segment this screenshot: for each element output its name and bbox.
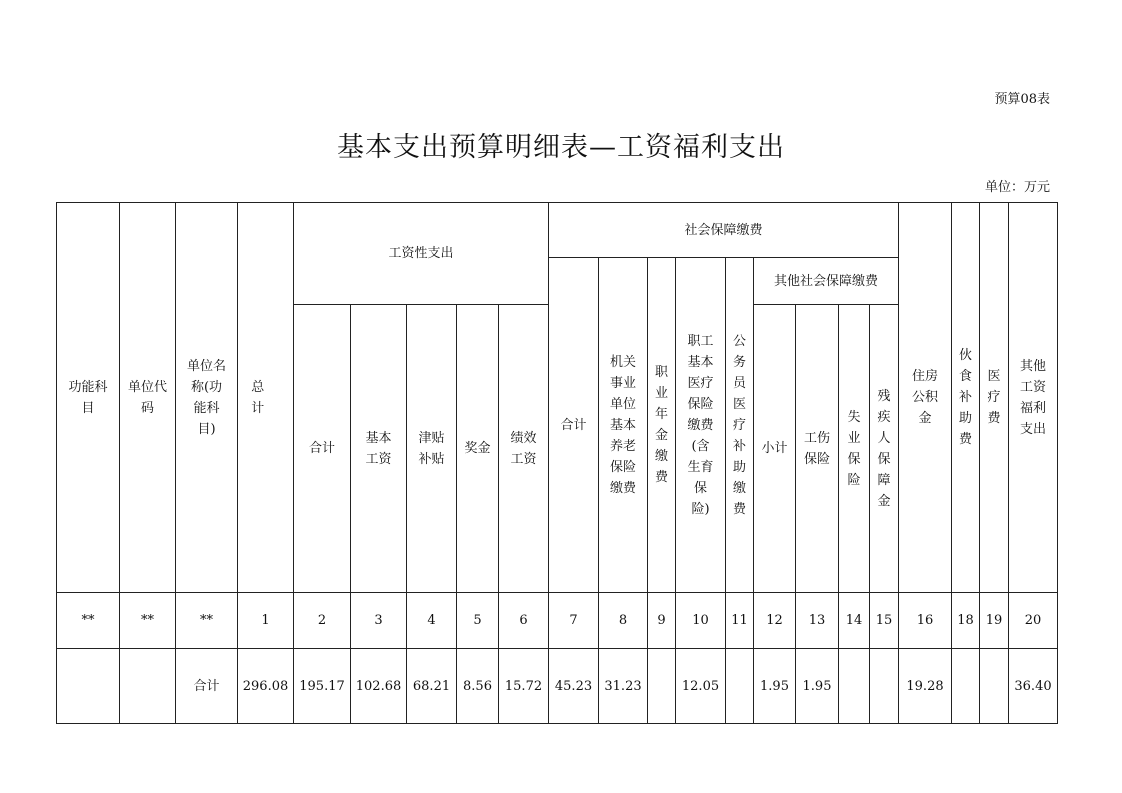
total-cell: 19.28 — [899, 649, 952, 724]
total-cell: 31.23 — [599, 649, 648, 724]
total-cell — [57, 649, 120, 724]
header-other-subtotal: 小计 — [754, 305, 796, 593]
total-cell — [952, 649, 980, 724]
header-performance: 绩效工资 — [499, 305, 549, 593]
page-title: 基本支出预算明细表—工资福利支出 — [337, 132, 785, 163]
total-cell — [839, 649, 870, 724]
index-cell: 4 — [407, 593, 457, 649]
header-salary-group: 工资性支出 — [294, 203, 549, 305]
header-bonus: 奖金 — [457, 305, 499, 593]
header-meal-allowance: 伙食补助费 — [952, 203, 980, 593]
header-social-subtotal: 合计 — [549, 258, 599, 593]
header-allowance: 津贴补贴 — [407, 305, 457, 593]
index-cell: 16 — [899, 593, 952, 649]
header-housing-fund: 住房公积金 — [899, 203, 952, 593]
index-cell: ** — [57, 593, 120, 649]
index-cell: 18 — [952, 593, 980, 649]
total-cell: 1.95 — [754, 649, 796, 724]
index-cell: 7 — [549, 593, 599, 649]
index-cell: 19 — [980, 593, 1009, 649]
header-disability: 残疾人保障金 — [870, 305, 899, 593]
index-cell: 1 — [238, 593, 294, 649]
header-basic-salary: 基本工资 — [351, 305, 407, 593]
header-unit-code: 单位代码 — [120, 203, 176, 593]
index-cell: 20 — [1009, 593, 1058, 649]
header-other-social-group: 其他社会保障缴费 — [754, 258, 899, 305]
total-cell: 102.68 — [351, 649, 407, 724]
header-civil-servant-medical: 公务员医疗补助缴费 — [726, 258, 754, 593]
header-social-group: 社会保障缴费 — [549, 203, 899, 258]
header-salary-subtotal: 合计 — [294, 305, 351, 593]
total-cell: 1.95 — [796, 649, 839, 724]
total-cell — [980, 649, 1009, 724]
index-cell: ** — [120, 593, 176, 649]
index-cell: 5 — [457, 593, 499, 649]
header-occupational-annuity: 职业年金缴费 — [648, 258, 676, 593]
budget-table — [56, 202, 1058, 724]
header-func-subject: 功能科目 — [57, 203, 120, 593]
total-row — [57, 649, 1058, 724]
header-injury: 工伤保险 — [796, 305, 839, 593]
total-cell — [726, 649, 754, 724]
total-cell — [870, 649, 899, 724]
total-cell: 8.56 — [457, 649, 499, 724]
index-cell: 9 — [648, 593, 676, 649]
index-cell: 8 — [599, 593, 648, 649]
total-cell: 45.23 — [549, 649, 599, 724]
index-cell: 10 — [676, 593, 726, 649]
form-number: 预算08表 — [994, 92, 1050, 107]
index-cell: ** — [176, 593, 238, 649]
header-other-welfare: 其他工资福利支出 — [1009, 203, 1058, 593]
header-unemployment: 失业保险 — [839, 305, 870, 593]
header-total: 总计 — [238, 203, 294, 593]
index-cell: 2 — [294, 593, 351, 649]
total-cell: 15.72 — [499, 649, 549, 724]
header-pension: 机关事业单位基本养老保险缴费 — [599, 258, 648, 593]
total-cell: 195.17 — [294, 649, 351, 724]
total-cell: 12.05 — [676, 649, 726, 724]
index-cell: 3 — [351, 593, 407, 649]
header-medical-fee: 医疗费 — [980, 203, 1009, 593]
index-cell: 13 — [796, 593, 839, 649]
index-cell: 15 — [870, 593, 899, 649]
total-cell: 36.40 — [1009, 649, 1058, 724]
unit-label: 单位：万元 — [984, 180, 1050, 195]
index-cell: 11 — [726, 593, 754, 649]
total-label: 合计 — [176, 649, 238, 724]
index-row — [57, 593, 1058, 649]
header-medical: 职工基本医疗保险缴费(含生育保险) — [676, 258, 726, 593]
total-cell: 68.21 — [407, 649, 457, 724]
total-cell: 296.08 — [238, 649, 294, 724]
index-cell: 6 — [499, 593, 549, 649]
total-cell — [648, 649, 676, 724]
header-unit-name: 单位名称(功能科目) — [176, 203, 238, 593]
index-cell: 12 — [754, 593, 796, 649]
total-cell — [120, 649, 176, 724]
index-cell: 14 — [839, 593, 870, 649]
